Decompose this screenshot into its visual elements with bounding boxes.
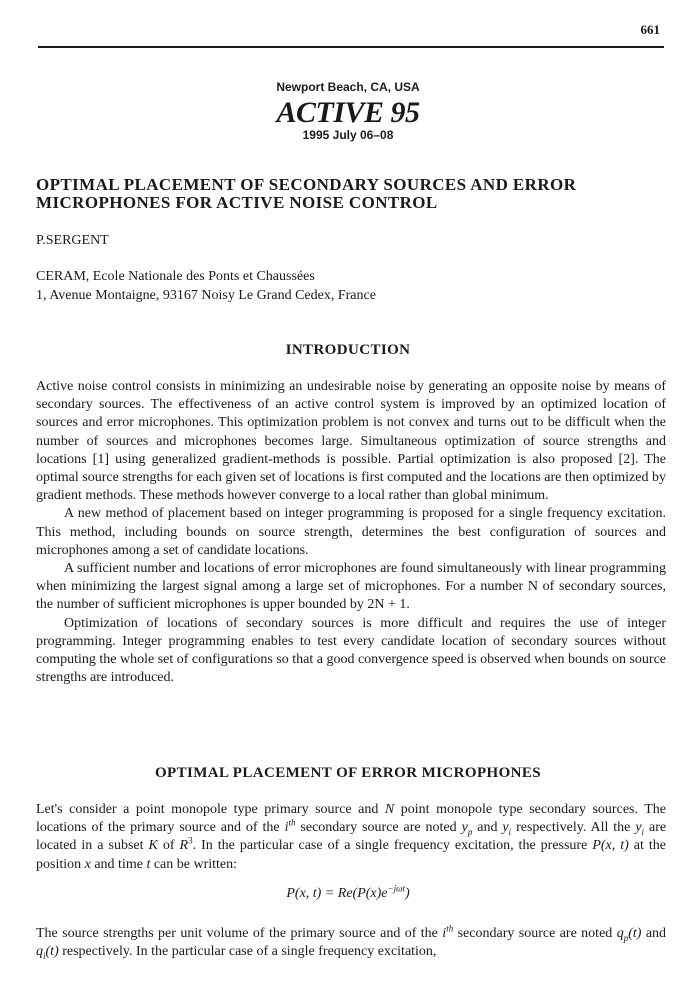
- introduction-heading: INTRODUCTION: [285, 342, 411, 358]
- affiliation-line-2: 1, Avenue Montaigne, 93167 Noisy Le Grand Cedex, France: [36, 288, 376, 303]
- page-number: 661: [640, 22, 660, 37]
- intro-paragraph-4: Optimization of locations of secondary sources is more difficult and requires the use of integer programming. Integer programming enables to test every candidate location of secondary sources without computing the whole set of configurations so that a good convergence speed is observed when bounds on source strengths are introduced.: [36, 615, 666, 686]
- introduction-body: [36, 378, 666, 687]
- header-rule: [38, 46, 664, 48]
- paper-title: OPTIMAL PLACEMENT OF SECONDARY SOURCES AND ERROR MICROPHONES FOR ACTIVE NOISE CONTROL: [36, 175, 577, 212]
- pressure-equation: P(x, $t) = Re(P(x)e^{-j\omega t})$: [286, 883, 410, 901]
- intro-paragraph-1: Active noise control consists in minimizing an undesirable noise by generating an opposite noise by means of secondary sources. The effectiveness of an active control system is improved by an optimized location of sources and error microphones. This optimization problem is not convex and turns out to be difficult when the number of sources and microphones becomes large. Simultaneous optimization of source strengths and locations [1] using generalized gradient-methods is possible. Partial optimization is also proposed [2]. The optimal source strengths for each given set of locations is first computed and the locations are then optimized by gradient methods. These methods however converge to a local rather than global minimum.: [36, 379, 666, 504]
- microphones-paragraph-1: Let's consider a point monopole type primary source and N point monopole type secondary sources. The locations of the primary source and of the $i^{th}$ secondary source are noted $y_p$ and $y_i$ respectively. All the $y_i$ are located in a subset K of $R^3$. In the particular case of a single frequency excitation, the pressure P(x, t) at the position x and time t can be written:: [36, 802, 667, 872]
- microphones-section-heading: OPTIMAL PLACEMENT OF ERROR MICROPHONES: [154, 765, 542, 781]
- conference-location: Newport Beach, CA, USA: [276, 80, 420, 94]
- intro-paragraph-2: A new method of placement based on integer programming is proposed for a single frequency excitation. This method, including bounds on source strength, determines the best configuration of sources and microphones among a set of candidate locations.: [36, 506, 666, 558]
- author-name: P.SERGENT: [36, 233, 109, 248]
- conference-dates: 1995 July 06–08: [302, 128, 394, 142]
- microphones-body-1: [36, 801, 666, 874]
- conference-name: ACTIVE 95: [276, 96, 420, 129]
- affiliation-line-1: CERAM, Ecole Nationale des Ponts et Chaussées: [36, 269, 315, 284]
- intro-paragraph-3: A sufficient number and locations of error microphones are found simultaneously with linear programming when minimizing the largest signal among a large set of microphones. For a number N of secondary sources, the number of sufficient microphones is upper bounded by 2N + 1.: [36, 561, 666, 613]
- microphones-paragraph-2: The source strengths per unit volume of the primary source and of the $i^{th}$ secondary source are noted $q_p(t)$ and $q_i(t)$ respectively. In the particular case of a single frequency excitation,: [36, 923, 667, 961]
- microphones-body-2: [36, 925, 666, 961]
